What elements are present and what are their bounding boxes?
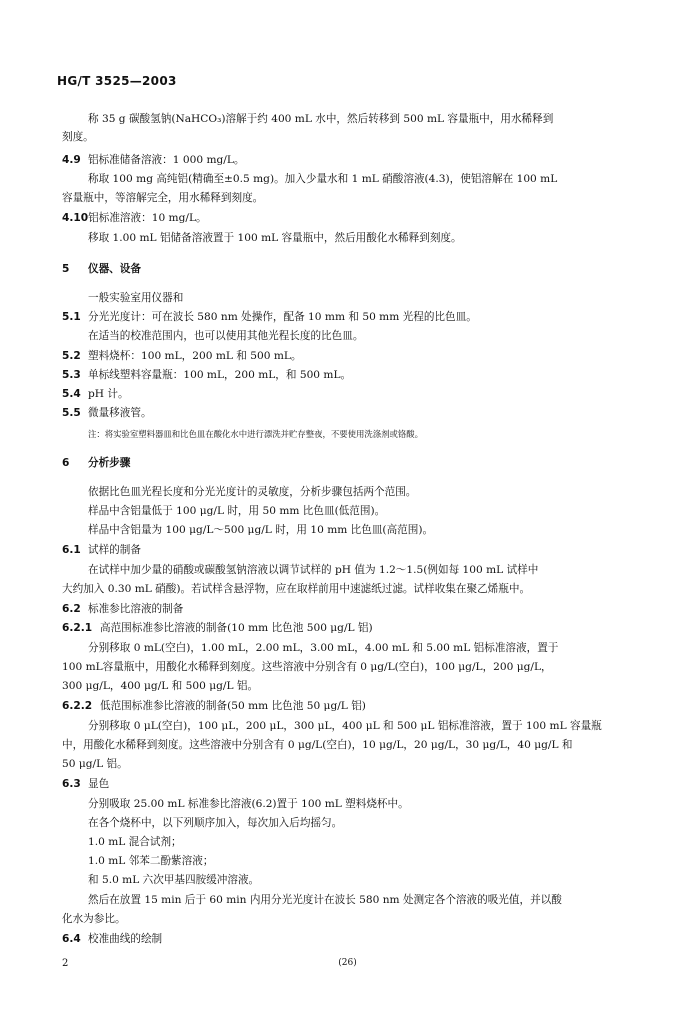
s6-num: 6 [62,457,70,469]
s5-item-text: 单标线塑料容量瓶：100 mL，200 mL，和 500 mL。 [88,369,352,381]
s61-line-2: 大约加入 0.30 mL 硝酸)。若试样含悬浮物，应在取样前用中速滤纸过滤。试样收集在聚乙烯瓶中。 [62,583,531,595]
s410-num: 4.10 [62,212,89,224]
s5-item-num: 5.1 [62,311,81,323]
s621-line-2: 100 mL容量瓶中，用酸化水稀释到刻度。这些溶液中分别含有 0 μg/L(空白)，100 μg/L，200 μg/L， [62,661,552,673]
s61-title: 试样的制备 [88,544,141,556]
s621-line-1: 分别移取 0 mL(空白)，1.00 mL，2.00 mL，3.00 mL，4.00 mL 和 5.00 mL 铝标准溶液，置于 [88,642,559,654]
s63-heading [62,777,642,791]
standard-code: HG/T 3525—2003 [57,74,177,88]
s5-note: 注：将实验室塑料器皿和比色皿在酸化水中进行漂洗并贮存整夜，不要使用洗涤剂或铬酸。 [88,429,423,439]
s5-item [62,310,642,324]
s5-item-text: 在适当的校准范围内，也可以使用其他光程长度的比色皿。 [88,330,364,342]
s5-intro: 一般实验室用仪器和 [88,292,184,304]
s5-item [62,406,642,420]
s5-item [62,368,642,382]
s64-heading [62,932,642,946]
s410-heading [62,211,642,225]
s5-num: 5 [62,263,70,275]
s62-num: 6.2 [62,603,81,615]
s64-num: 6.4 [62,933,81,945]
s62-title: 标准参比溶液的制备 [88,603,184,615]
s63-line-5: 和 5.0 mL 六次甲基四胺缓冲溶液。 [88,874,260,886]
s48-line-2: 刻度。 [62,131,94,143]
page-number: 2 [62,958,69,969]
s63-line-6: 然后在放置 15 min 后于 60 min 内用分光光度计在波长 580 nm 处测定各个溶液的吸光值，并以酸 [88,894,562,906]
s621-heading [62,621,642,635]
s5-item-text: 分光光度计：可在波长 580 nm 处操作，配备 10 mm 和 50 mm 光程的比色皿。 [88,311,477,323]
sequence-page-number: (26) [338,958,357,968]
s49-line-2: 容量瓶中，等溶解完全，用水稀释到刻度。 [62,192,264,204]
s621-title: 高范围标准参比溶液的制备(10 mm 比色池 500 μg/L 铝) [100,622,373,634]
s6-line-1: 依据比色皿光程长度和分光光度计的灵敏度，分析步骤包括两个范围。 [88,486,417,498]
s5-item-num: 5.4 [62,388,81,400]
s5-item [62,387,642,401]
s48-line-1: 称 35 g 碳酸氢钠(NaHCO₃)溶解于约 400 mL 水中，然后转移到 500 mL 容量瓶中，用水稀释到 [88,113,554,125]
s63-num: 6.3 [62,778,81,790]
s49-heading [62,153,642,167]
s410-title: 铝标准溶液：10 mg/L。 [88,212,207,224]
s5-item-num: 5.2 [62,350,81,362]
s63-line-3: 1.0 mL 混合试剂； [88,836,182,848]
s622-line-3: 50 μg/L 铝。 [62,758,128,770]
s49-title: 铝标准储备溶液：1 000 mg/L。 [88,154,245,166]
s63-line-1: 分别吸取 25.00 mL 标准参比溶液(6.2)置于 100 mL 塑料烧杯中。 [88,798,409,810]
s5-item-text: 塑料烧杯：100 mL，200 mL 和 500 mL。 [88,350,302,362]
s5-item [62,349,642,363]
s5-item-num: 5.3 [62,369,81,381]
s63-line-4: 1.0 mL 邻苯二酚紫溶液； [88,855,214,867]
s61-heading [62,543,642,557]
s5-item-num: 5.5 [62,407,81,419]
s64-title: 校准曲线的绘制 [88,933,163,945]
s49-line-1: 称取 100 mg 高纯铝(精确至±0.5 mg)。加入少量水和 1 mL 硝酸溶液(4.3)，使铝溶解在 100 mL [88,173,558,185]
s622-num: 6.2.2 [62,700,93,712]
s61-num: 6.1 [62,544,81,556]
s62-heading [62,602,642,616]
s63-title: 显色 [88,778,110,790]
s61-line-1: 在试样中加少量的硝酸或碳酸氢钠溶液以调节试样的 pH 值为 1.2～1.5(例如每 100 mL 试样中 [88,564,539,576]
s621-line-3: 300 μg/L，400 μg/L 和 500 μg/L 铝。 [62,680,259,692]
s5-heading [62,262,642,276]
s622-line-2: 中，用酸化水稀释到刻度。这些溶液中分别含有 0 μg/L(空白)，10 μg/L，20 μg/L，30 μg/L，40 μg/L 和 [62,739,573,751]
s6-title: 分析步骤 [88,457,131,469]
s63-line-7: 化水为参比。 [62,913,126,925]
s5-title: 仪器、设备 [88,263,141,275]
s49-num: 4.9 [62,154,81,166]
s6-line-2: 样品中含铝量低于 100 μg/L 时，用 50 mm 比色皿(低范围)。 [88,505,386,517]
s6-heading [62,456,642,470]
s622-title: 低范围标准参比溶液的制备(50 mm 比色池 50 μg/L 铝) [100,700,366,712]
s410-line-1: 移取 1.00 mL 铝储备溶液置于 100 mL 容量瓶中，然后用酸化水稀释到刻度。 [88,232,462,244]
s5-item-text: pH 计。 [88,388,129,400]
s622-heading [62,699,642,713]
s622-line-1: 分别移取 0 μL(空白)，100 μL，200 μL，300 μL，400 μL 和 500 μL 铝标准溶液，置于 100 mL 容量瓶 [88,720,602,732]
s5-item-text: 微量移液管。 [88,407,152,419]
s621-num: 6.2.1 [62,622,93,634]
s6-line-3: 样品中含铝量为 100 μg/L～500 μg/L 时，用 10 mm 比色皿(高范围)。 [88,524,434,536]
s63-line-2: 在各个烧杯中，以下列顺序加入，每次加入后均摇匀。 [88,817,343,829]
